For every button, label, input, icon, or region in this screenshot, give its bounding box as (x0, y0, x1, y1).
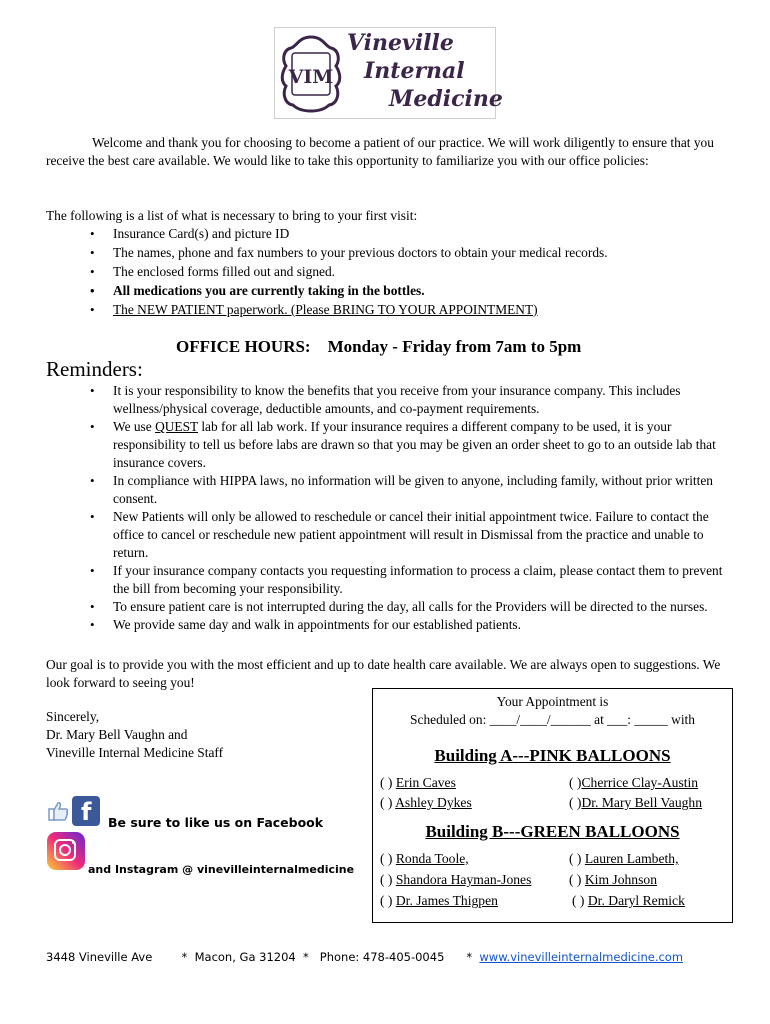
provider-option[interactable] (380, 849, 469, 869)
provider-checkbox[interactable]: ( ) (569, 775, 582, 790)
provider-name: Dr. James Thigpen (395, 893, 498, 908)
provider-checkbox[interactable]: ( ) (380, 775, 393, 790)
provider-checkbox[interactable]: ( ) (569, 795, 582, 810)
list-item: • The names, phone and fax numbers to your previous doctors to obtain your medical records. (46, 244, 726, 263)
practice-logo (274, 27, 503, 119)
footer-city: Macon, Ga 31204 (194, 950, 296, 964)
reminders-title: Reminders: (46, 357, 143, 381)
provider-option[interactable] (569, 793, 702, 813)
provider-option[interactable] (572, 891, 685, 911)
office-hours (176, 336, 581, 358)
list-item: • New Patients will only be allowed to reschedule or cancel their initial appointment twice. Failure to contact the office to cancel or reschedule new patient appointment will result in Dismissal from the practice and unable to return. (46, 508, 726, 562)
office-hours-value: Monday - Friday from 7am to 5pm (327, 337, 582, 356)
quest-lab-text: QUEST (155, 419, 198, 434)
reminder-text: We use (113, 419, 156, 434)
new-patient-paperwork-text: The NEW PATIENT paperwork. (Please BRING TO YOUR APPOINTMENT) (113, 302, 538, 317)
closing-line: Sincerely, (46, 709, 100, 724)
footer-contact (46, 950, 683, 964)
logo-line-2: Internal (364, 58, 465, 84)
thumbs-up-icon[interactable] (47, 800, 69, 822)
provider-name: Kim Johnson (584, 872, 657, 887)
provider-checkbox[interactable]: ( ) (572, 893, 585, 908)
website-link[interactable]: www.vinevilleinternalmedicine.com (479, 950, 684, 964)
provider-option[interactable] (380, 870, 531, 890)
provider-name: Dr. Daryl Remick (587, 893, 685, 908)
goal-paragraph: Our goal is to provide you with the most efficient and up to date health care available. We are always open to suggestions. We look forward to seeing you! (46, 657, 721, 690)
provider-checkbox[interactable]: ( ) (380, 851, 393, 866)
footer-separator: * (466, 950, 473, 964)
logo-line-1: Vineville (347, 30, 454, 56)
logo-line-3: Medicine (389, 86, 503, 112)
monogram-text: VIM (288, 66, 334, 88)
provider-option[interactable] (569, 849, 678, 869)
provider-checkbox[interactable]: ( ) (569, 851, 582, 866)
list-item (46, 418, 726, 472)
list-item: • All medications you are currently taking in the bottles. (46, 282, 726, 301)
facebook-icon[interactable]: f (72, 796, 100, 826)
provider-name: Lauren Lambeth, (584, 851, 679, 866)
reminder-text: lab for all lab work. If your insurance requires a different company to be used, it is your responsibility to tell us before labs are drawn so that you may be given an order sheet to go to an outside lab that insurance covers. (113, 419, 716, 470)
first-visit-list (46, 225, 726, 320)
provider-name: Ashley Dykes (395, 795, 472, 810)
provider-checkbox[interactable]: ( ) (380, 893, 393, 908)
provider-name: Dr. Mary Bell Vaughn (581, 795, 703, 810)
list-item: • To ensure patient care is not interrupted during the day, all calls for the Providers will be directed to the nurses. (46, 598, 726, 616)
list-item: • The enclosed forms filled out and signed. (46, 263, 726, 282)
provider-name: Shandora Hayman-Jones (395, 872, 532, 887)
appointment-schedule-line[interactable]: Scheduled on: ____/____/______ at ___: _____ with (410, 712, 695, 727)
list-item: • In compliance with HIPPA laws, no information will be given to anyone, including family, without prior written consent. (46, 472, 726, 508)
list-item: • Insurance Card(s) and picture ID (46, 225, 726, 244)
footer-address: 3448 Vineville Ave (46, 950, 153, 964)
list-item: • It is your responsibility to know the benefits that you receive from your insurance company. This includes wellness/physical coverage, deductible amounts, and co-payment requirements. (46, 382, 726, 418)
footer-phone: Phone: 478-405-0045 (319, 950, 445, 964)
footer-separator: * (181, 950, 188, 964)
monogram-emblem (279, 34, 343, 114)
footer-separator: * (303, 950, 309, 964)
provider-name: Cherrice Clay-Austin (581, 775, 699, 790)
office-hours-label: OFFICE HOURS: (176, 337, 311, 356)
closing-line: Vineville Internal Medicine Staff (46, 745, 224, 760)
closing-line: Dr. Mary Bell Vaughn and (46, 727, 188, 742)
provider-option[interactable] (380, 773, 456, 793)
building-b-title: Building B---GREEN BALLOONS (425, 822, 680, 841)
list-item: • If your insurance company contacts you requesting information to process a claim, please contact them to prevent the bill from becoming your responsibility. (46, 562, 726, 598)
provider-option[interactable] (380, 891, 498, 911)
provider-name: Ronda Toole, (395, 851, 469, 866)
intro-paragraph: Welcome and thank you for choosing to become a patient of our practice. We will work diligently to ensure that you receive the best care available. We would like to take this opportunity to familiarize you with our office policies: (46, 135, 714, 168)
provider-name: Erin Caves (395, 775, 456, 790)
provider-checkbox[interactable]: ( ) (569, 872, 582, 887)
provider-checkbox[interactable]: ( ) (380, 795, 393, 810)
provider-option[interactable] (569, 773, 698, 793)
list-item: • We provide same day and walk in appointments for our established patients. (46, 616, 726, 634)
instagram-text: and Instagram @ vinevilleinternalmedicine (88, 863, 355, 876)
first-visit-heading: The following is a list of what is necessary to bring to your first visit: (46, 208, 418, 223)
provider-option[interactable] (380, 793, 472, 813)
appointment-box (372, 688, 733, 923)
list-item (46, 301, 726, 320)
appointment-title: Your Appointment is (496, 694, 609, 709)
provider-option[interactable] (569, 870, 657, 890)
building-a-title: Building A---PINK BALLOONS (434, 746, 671, 765)
provider-checkbox[interactable]: ( ) (380, 872, 393, 887)
instagram-icon[interactable] (47, 832, 85, 870)
reminder-list (46, 382, 726, 634)
closing-signature (46, 708, 223, 762)
facebook-text: Be sure to like us on Facebook (108, 815, 324, 830)
